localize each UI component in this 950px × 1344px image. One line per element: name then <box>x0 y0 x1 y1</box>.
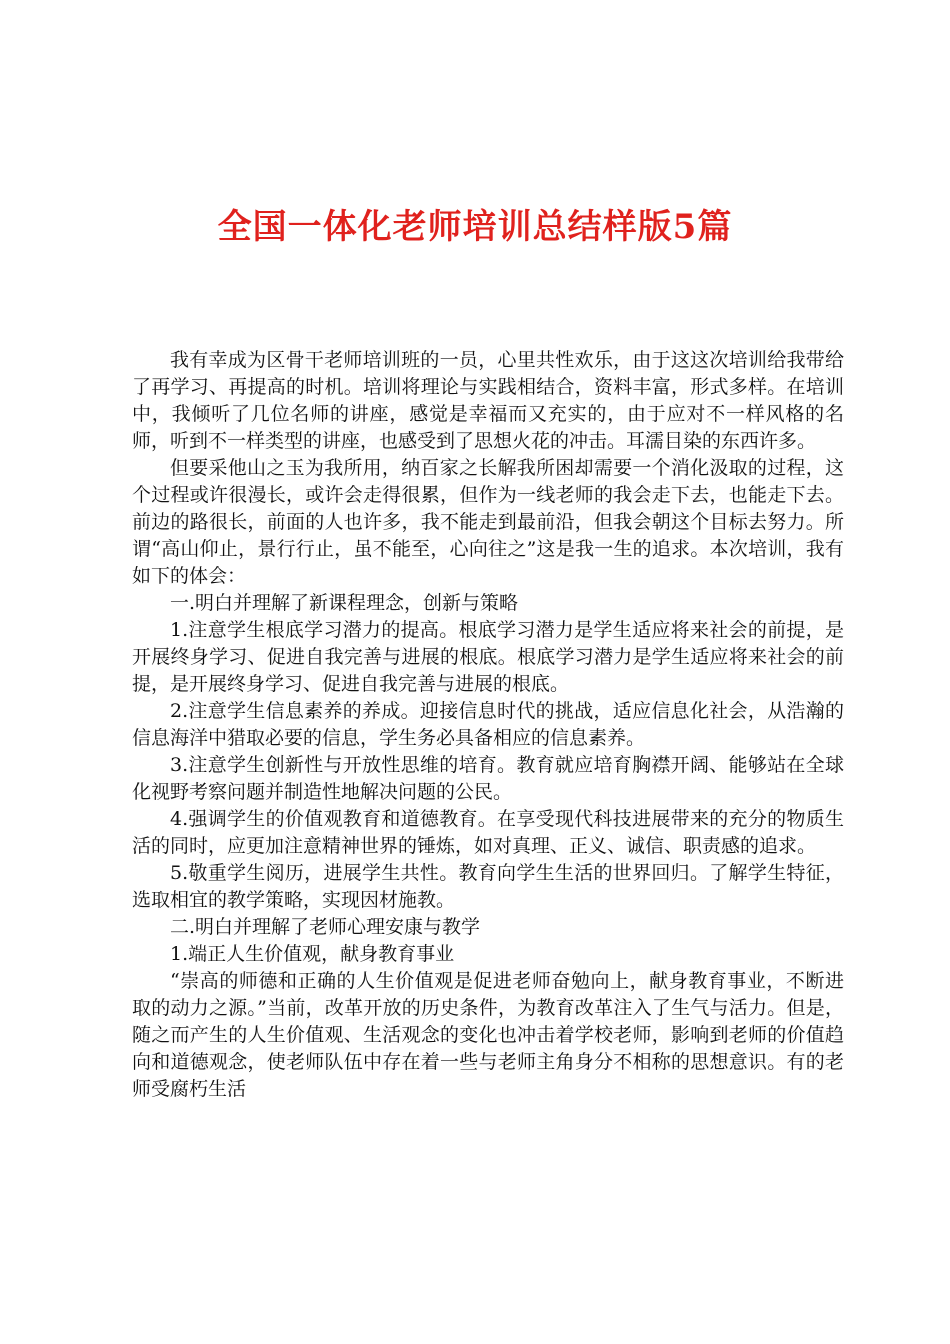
subsection-heading: 1.端正人生价值观，献身教育事业 <box>170 943 455 965</box>
section-heading: 二.明白并理解了老师心理安康与教学 <box>170 916 481 938</box>
paragraph: “崇高的师德和正确的人生价值观是促进老师奋勉向上，献身教育事业，不断进取的动力之源。”当前，改革开放的历史条件，为教育改革注入了生气与活力。但是，随之而产生的人生价值观、生活观念的变化也冲击着学校老师，影响到老师的价值趋向和道德观念，使老师队伍中存在着一些与老师主角身分不相称的思想意识。有的老师受腐朽生活 <box>132 970 844 1100</box>
paragraph: 但要采他山之玉为我所用，纳百家之长解我所困却需要一个消化汲取的过程，这个过程或许很漫长，或许会走得很累，但作为一线老师的我会走下去，也能走下去。前边的路很长，前面的人也许多，我不能走到最前沿，但我会朝这个目标去努力。所谓“高山仰止，景行行止，虽不能至，心向往之”这是我一生的追求。本次培训，我有如下的体会： <box>132 457 844 587</box>
document-title: 全国一体化老师培训总结样版5篇 <box>217 207 733 247</box>
paragraph: 1.注意学生根底学习潜力的提高。根底学习潜力是学生适应将来社会的前提，是开展终身学习、促进自我完善与进展的根底。根底学习潜力是学生适应将来社会的前提，是开展终身学习、促进自我完善与进展的根底。 <box>132 619 844 695</box>
section-heading: 一.明白并理解了新课程理念，创新与策略 <box>170 592 519 614</box>
document-body <box>132 347 844 1103</box>
paragraph: 4.强调学生的价值观教育和道德教育。在享受现代科技进展带来的充分的物质生活的同时，应更加注意精神世界的锤炼，如对真理、正义、诚信、职责感的追求。 <box>132 808 844 857</box>
paragraph: 3.注意学生创新性与开放性思维的培育。教育就应培育胸襟开阔、能够站在全球化视野考察问题并制造性地解决问题的公民。 <box>132 754 844 803</box>
paragraph: 我有幸成为区骨干老师培训班的一员，心里共性欢乐，由于这这次培训给我带给了再学习、再提高的时机。培训将理论与实践相结合，资料丰富，形式多样。在培训中，我倾听了几位名师的讲座，感觉是幸福而又充实的，由于应对不一样风格的名师，听到不一样类型的讲座，也感受到了思想火花的冲击。耳濡目染的东西许多。 <box>132 349 844 452</box>
paragraph: 5.敬重学生阅历，进展学生共性。教育向学生生活的世界回归。了解学生特征，选取相宜的教学策略，实现因材施教。 <box>132 862 844 911</box>
paragraph: 2.注意学生信息素养的养成。迎接信息时代的挑战，适应信息化社会，从浩瀚的信息海洋中猎取必要的信息，学生务必具备相应的信息素养。 <box>132 700 844 749</box>
